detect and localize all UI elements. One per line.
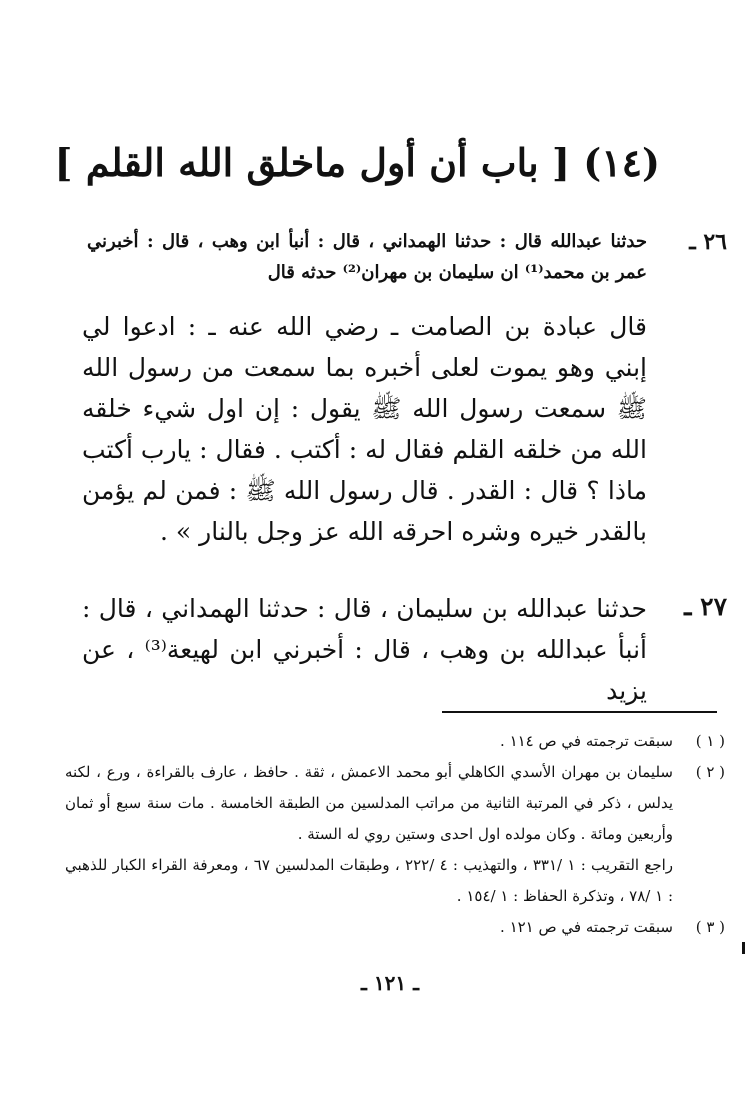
footnote-1	[65, 726, 725, 757]
footnote-label: ( ١ )	[695, 732, 725, 750]
hadith-27-text: حدثنا عبدالله بن سليمان ، قال : حدثنا الهمداني ، قال : أنبأ عبدالله بن وهب ، قال : أخبرني ابن لهيعة⁽³⁾ ، عن يزيد	[82, 594, 647, 705]
page-number: ـ ١٢١ ـ	[361, 971, 419, 995]
footnote-divider	[442, 711, 717, 713]
footnote-text: سبقت ترجمته في ص ١١٤ .	[500, 732, 673, 750]
footnote-text: سبقت ترجمته في ص ١٢١ .	[500, 918, 673, 936]
footnote-2	[65, 757, 725, 850]
footnotes	[65, 726, 725, 943]
footnote-label: ( ٢ )	[695, 763, 725, 781]
chapter-title: (١٤) [ باب أن أول ماخلق الله القلم ]	[54, 140, 660, 185]
hadith-27-number: ٢٧ ـ	[684, 592, 727, 621]
footnote-label: ( ٣ )	[695, 918, 725, 936]
footnote-text: سليمان بن مهران الأسدي الكاهلي أبو محمد الاعمش ، ثقة . حافظ ، عارف بالقراءة ، ورع ، لكنه يدلس ، ذكر في المرتبة الثانية من مراتب المدلسين من الطبقة الخامسة . مات سنة سبع أو ثمان وأربعين ومائة . وكان مولده اول احدى وستين روي له الستة .	[65, 763, 673, 843]
footnote-2-references: راجع التقريب : ١ /٣٣١ ، والتهذيب : ٤ /٢٢٢ ، وطبقات المدلسين ٦٧ ، ومعرفة القراء الكبار للذهبي : ١ /٧٨ ، وتذكرة الحفاظ : ١ /١٥٤ .	[65, 856, 674, 905]
footnote-3	[65, 912, 725, 943]
hadith-26-matn: قال عبادة بن الصامت ـ رضي الله عنه ـ : ادعوا لي إبني وهو يموت لعلى أخبره بما سمعت من رسول الله ﷺ سمعت رسول الله ﷺ يقول : إن اول شيء خلقه الله من خلقه القلم فقال له : أكتب . فقال : يارب أكتب ماذا ؟ قال : القدر . قال رسول الله ﷺ : فمن لم يؤمن بالقدر خيره وشره احرقه الله عز وجل بالنار » .	[82, 312, 647, 546]
hadith-26-isnad: حدثنا عبدالله قال : حدثنا الهمداني ، قال : أنبأ ابن وهب ، قال : أخبرني عمر بن محمد⁽¹⁾ ان سليمان بن مهران⁽²⁾ حدثه قال	[87, 231, 647, 283]
margin-mark	[742, 942, 745, 954]
hadith-26-number: ٢٦ ـ	[689, 229, 727, 255]
